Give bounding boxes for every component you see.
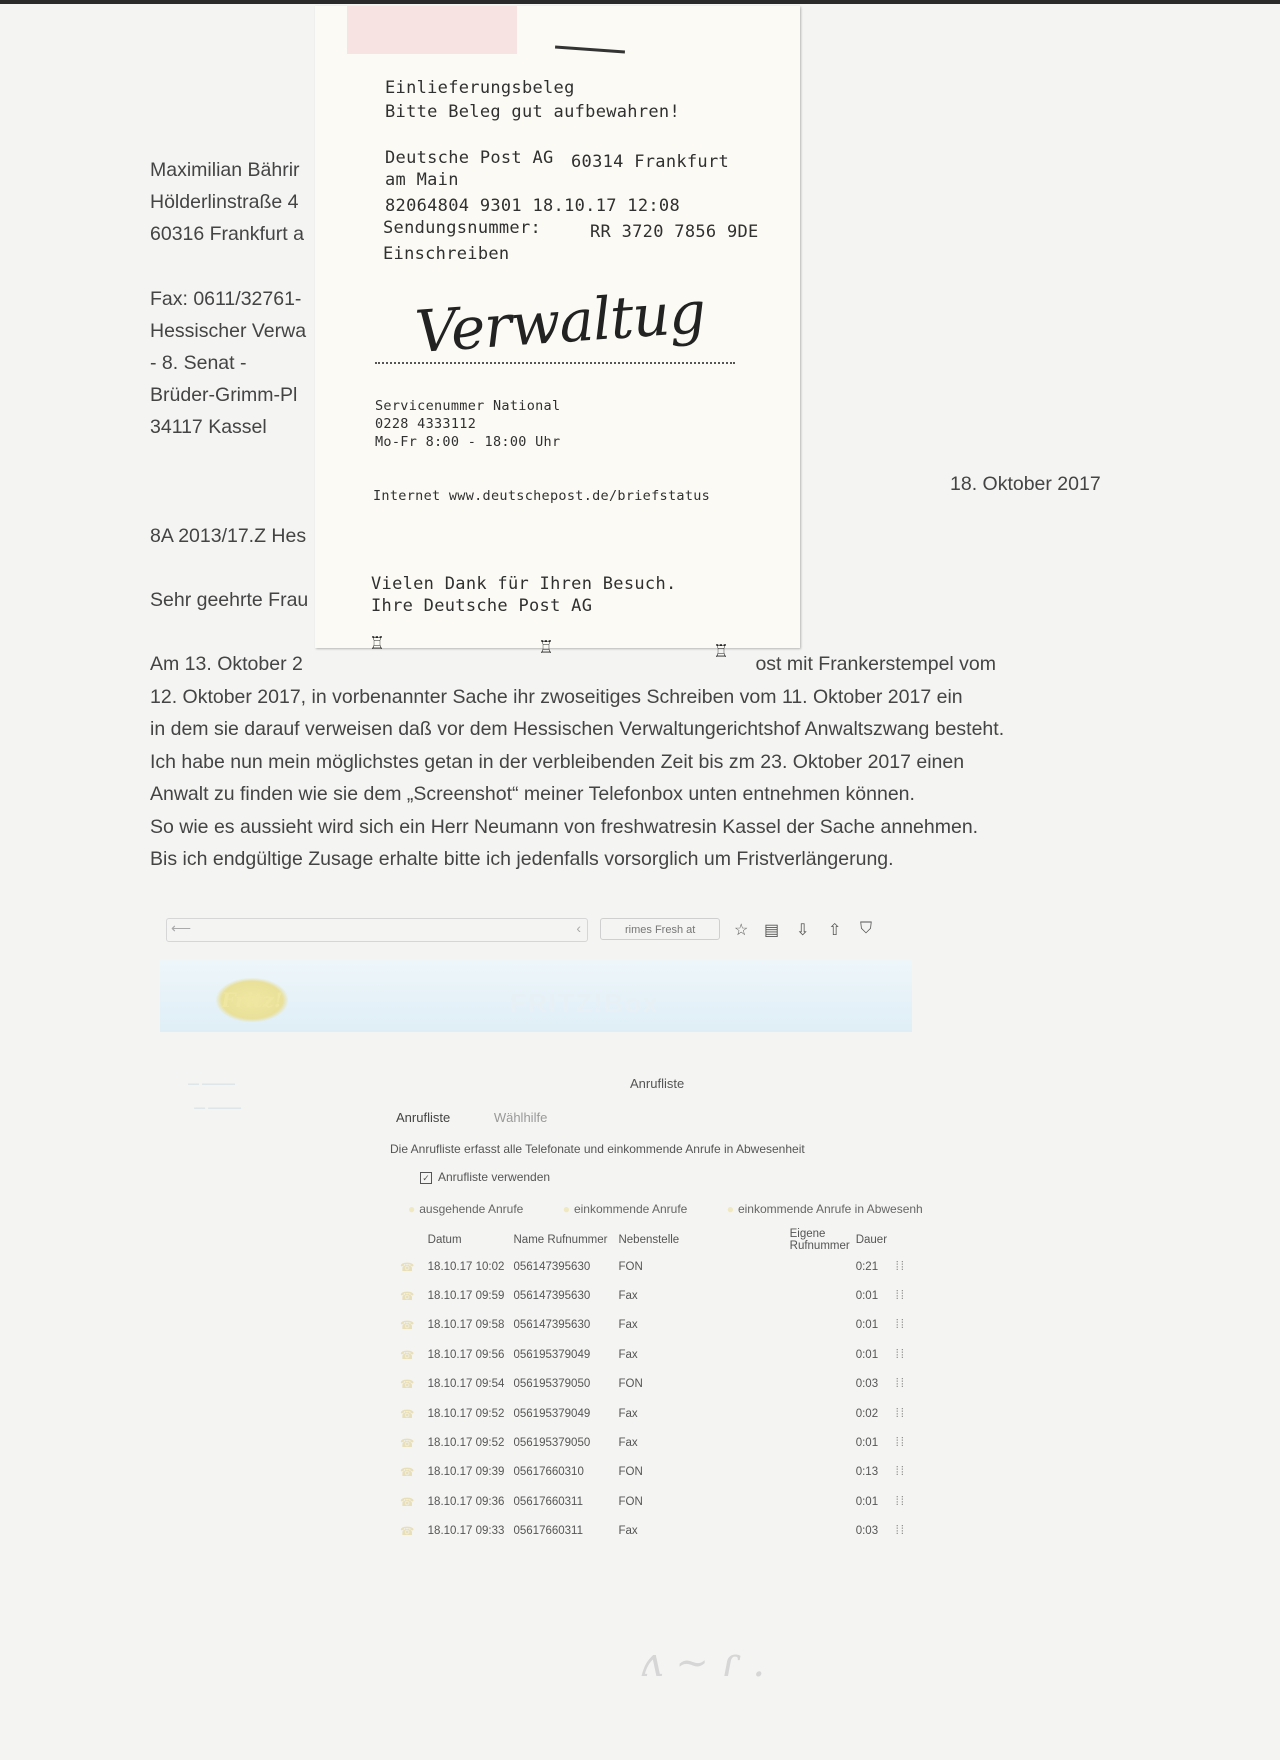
receipt-tracking-label: Sendungsnummer: bbox=[383, 218, 542, 238]
recipient-senate: - 8. Senat - bbox=[150, 352, 247, 374]
call-type-icon: ☎ bbox=[400, 1408, 415, 1421]
call-extension: Fax bbox=[618, 1437, 638, 1450]
call-number: 056195379050 bbox=[513, 1378, 591, 1391]
table-row[interactable] bbox=[400, 1252, 912, 1281]
call-action-icon[interactable]: ⁞⁞ bbox=[895, 1466, 906, 1479]
receipt-internet: Internet www.deutschepost.de/briefstatus bbox=[373, 488, 711, 504]
body-line-1-left: Am 13. Oktober 2 bbox=[150, 653, 303, 675]
table-header bbox=[400, 1228, 912, 1252]
call-duration: 0:13 bbox=[855, 1466, 879, 1479]
call-extension: FON bbox=[618, 1466, 643, 1479]
search-input[interactable]: rimes Fresh at bbox=[600, 918, 720, 940]
call-date: 18.10.17 09:54 bbox=[427, 1378, 505, 1391]
table-row[interactable] bbox=[400, 1517, 912, 1546]
call-date: 18.10.17 09:56 bbox=[427, 1348, 505, 1361]
call-number: 056147395630 bbox=[513, 1319, 591, 1332]
posthorn-icon: ♖ bbox=[715, 638, 728, 662]
receipt-tracking-number: RR 3720 7856 9DE bbox=[590, 222, 759, 242]
receipt-transaction: 82064804 9301 18.10.17 12:08 bbox=[385, 196, 680, 216]
body-line-1-right: ost mit Frankerstempel vom bbox=[755, 653, 996, 675]
call-duration: 0:01 bbox=[855, 1495, 879, 1508]
app-title: FRITZ!Box bbox=[510, 988, 660, 1018]
side-nav-item[interactable]: — ——— bbox=[188, 1102, 242, 1114]
table-row[interactable] bbox=[400, 1487, 912, 1516]
clipboard-icon[interactable]: ▤ bbox=[764, 922, 780, 939]
call-extension: Fax bbox=[618, 1290, 638, 1303]
call-filters bbox=[408, 1202, 959, 1216]
call-duration: 0:21 bbox=[855, 1260, 879, 1273]
call-action-icon[interactable]: ⁞⁞ bbox=[895, 1407, 906, 1420]
call-own-number bbox=[790, 1458, 856, 1487]
filter-outgoing[interactable]: ● ausgehende Anrufe bbox=[408, 1202, 524, 1216]
call-action-icon[interactable]: ⁞⁞ bbox=[895, 1437, 906, 1450]
home-icon[interactable]: ⇧ bbox=[828, 922, 842, 939]
call-own-number bbox=[790, 1487, 856, 1516]
posthorn-icon: ♖ bbox=[371, 630, 384, 654]
filter-missed[interactable]: ● einkommende Anrufe in Abwesenh bbox=[726, 1202, 923, 1216]
receipt-thanks: Vielen Dank für Ihren Besuch. bbox=[371, 574, 677, 594]
hotline-label: Servicenummer National bbox=[375, 398, 561, 414]
shield-icon[interactable]: ⛉ bbox=[860, 920, 873, 937]
call-action-icon[interactable]: ⁞⁞ bbox=[895, 1525, 906, 1538]
case-reference: 8A 2013/17.Z Hes bbox=[150, 525, 307, 547]
call-action-icon[interactable]: ⁞⁞ bbox=[895, 1319, 906, 1332]
call-date: 18.10.17 09:59 bbox=[427, 1290, 505, 1303]
fritz-logo: Fritz! bbox=[216, 978, 288, 1022]
col-nebenstelle[interactable]: Nebenstelle bbox=[618, 1234, 680, 1246]
table-row[interactable] bbox=[400, 1311, 912, 1340]
sender-address bbox=[150, 154, 304, 250]
call-own-number bbox=[790, 1340, 856, 1369]
call-extension: FON bbox=[618, 1495, 643, 1508]
recipient-city: 34117 Kassel bbox=[150, 416, 267, 438]
col-name[interactable]: Name Rufnummer bbox=[513, 1234, 608, 1246]
fritzbox-screenshot bbox=[160, 900, 923, 1560]
receipt-city-cont: am Main bbox=[385, 170, 459, 190]
page-title: Anrufliste bbox=[630, 1076, 685, 1091]
call-duration: 0:03 bbox=[855, 1378, 879, 1391]
call-type-icon: ☎ bbox=[400, 1261, 415, 1274]
call-date: 18.10.17 09:36 bbox=[427, 1495, 505, 1508]
call-date: 18.10.17 09:52 bbox=[427, 1437, 505, 1450]
checkbox-label: Anrufliste verwenden bbox=[438, 1170, 551, 1184]
tab-bar bbox=[396, 1110, 587, 1125]
letter-date: 18. Oktober 2017 bbox=[950, 473, 1101, 495]
body-line: in dem sie darauf verweisen daß vor dem Hessischen Verwaltungerichtshof Anwaltszwang besteht. bbox=[150, 718, 1005, 740]
sender-street: Hölderlinstraße 4 bbox=[150, 191, 299, 213]
call-action-icon[interactable]: ⁞⁞ bbox=[895, 1495, 906, 1508]
call-date: 18.10.17 09:58 bbox=[427, 1319, 505, 1332]
side-nav bbox=[188, 1072, 241, 1120]
tab-waehlhilfe[interactable]: Wählhilfe bbox=[493, 1110, 548, 1125]
download-icon[interactable]: ⇩ bbox=[796, 922, 810, 939]
call-date: 18.10.17 09:52 bbox=[427, 1407, 505, 1420]
call-own-number bbox=[790, 1517, 856, 1546]
call-action-icon[interactable]: ⁞⁞ bbox=[895, 1378, 906, 1391]
handwritten-signature: Verwaltug bbox=[412, 277, 708, 367]
call-extension: Fax bbox=[618, 1407, 638, 1420]
call-own-number bbox=[790, 1252, 856, 1281]
filter-incoming[interactable]: ● einkommende Anrufe bbox=[562, 1202, 688, 1216]
body-line: Bis ich endgültige Zusage erhalte bitte ich jedenfalls vorsorglich um Fristverlängerung. bbox=[150, 848, 894, 870]
call-date: 18.10.17 09:39 bbox=[427, 1466, 505, 1479]
pencil-scribble: ʌ ~ ɾ . bbox=[640, 1640, 766, 1686]
tab-anrufliste[interactable]: Anrufliste bbox=[396, 1110, 451, 1125]
call-number: 056195379049 bbox=[513, 1348, 591, 1361]
back-arrow-icon[interactable]: ⟵ bbox=[171, 920, 192, 936]
call-duration: 0:01 bbox=[855, 1437, 879, 1450]
call-type-icon: ☎ bbox=[400, 1379, 415, 1392]
col-dauer[interactable]: Dauer bbox=[855, 1234, 888, 1246]
table-row[interactable] bbox=[400, 1370, 912, 1399]
sender-city: 60316 Frankfurt a bbox=[150, 223, 304, 245]
call-own-number bbox=[790, 1281, 856, 1310]
letter-body bbox=[150, 648, 1150, 876]
post-receipt bbox=[315, 6, 800, 662]
call-extension: Fax bbox=[618, 1525, 638, 1538]
receipt-plz-city: 60314 Frankfurt bbox=[571, 152, 730, 172]
call-extension: FON bbox=[618, 1260, 643, 1273]
table-row[interactable] bbox=[400, 1428, 912, 1457]
receipt-dash bbox=[555, 46, 625, 54]
signature-line bbox=[375, 362, 735, 364]
call-number: 056147395630 bbox=[513, 1260, 591, 1273]
call-own-number bbox=[790, 1311, 856, 1340]
call-type-icon: ☎ bbox=[400, 1496, 415, 1509]
sender-name: Maximilian Bährir bbox=[150, 159, 300, 181]
call-type-icon: ☎ bbox=[400, 1467, 415, 1480]
receipt-stamp-remnant bbox=[347, 6, 517, 54]
salutation: Sehr geehrte Frau bbox=[150, 589, 309, 611]
call-action-icon[interactable]: ⁞⁞ bbox=[895, 1348, 906, 1361]
body-line: So wie es aussieht wird sich ein Herr Neumann von freshwatresin Kassel der Sache annehmen. bbox=[150, 815, 979, 838]
call-action-icon[interactable]: ⁞⁞ bbox=[895, 1260, 906, 1273]
call-extension: FON bbox=[618, 1378, 643, 1391]
checkbox-checked-icon[interactable]: ✓ bbox=[420, 1172, 432, 1184]
fritzbox-header bbox=[160, 960, 912, 1032]
call-type-icon: ☎ bbox=[400, 1291, 415, 1304]
call-duration: 0:01 bbox=[855, 1348, 879, 1361]
call-number: 05617660311 bbox=[513, 1495, 583, 1508]
body-line-1 bbox=[150, 648, 996, 681]
call-duration: 0:02 bbox=[855, 1407, 879, 1420]
url-bar[interactable] bbox=[166, 918, 588, 942]
col-datum[interactable]: Datum bbox=[427, 1234, 462, 1246]
call-extension: Fax bbox=[618, 1348, 638, 1361]
call-number: 05617660310 bbox=[513, 1466, 584, 1479]
call-type-icon: ☎ bbox=[400, 1320, 415, 1333]
body-line: Anwalt zu finden wie sie dem „Screenshot“ meiner Telefonbox unten entnehmen können. bbox=[150, 783, 915, 805]
side-nav-item[interactable]: — ——— bbox=[188, 1078, 236, 1090]
receipt-company: Deutsche Post AG bbox=[385, 148, 554, 168]
call-number: 05617660311 bbox=[513, 1525, 583, 1538]
hotline-hours: Mo-Fr 8:00 - 18:00 Uhr bbox=[375, 434, 561, 450]
call-type-icon: ☎ bbox=[400, 1438, 415, 1451]
refresh-icon[interactable]: ‹ bbox=[576, 920, 581, 936]
table-row[interactable] bbox=[400, 1399, 912, 1428]
call-number: 056195379049 bbox=[513, 1407, 591, 1420]
receipt-subtitle: Bitte Beleg gut aufbewahren! bbox=[385, 102, 680, 122]
call-date: 18.10.17 10:02 bbox=[427, 1260, 505, 1273]
call-own-number bbox=[790, 1399, 856, 1428]
call-list-table bbox=[400, 1228, 912, 1546]
call-date: 18.10.17 09:33 bbox=[427, 1525, 505, 1538]
use-list-checkbox[interactable] bbox=[420, 1170, 550, 1184]
star-icon[interactable]: ☆ bbox=[734, 922, 749, 939]
table-row[interactable] bbox=[400, 1281, 912, 1310]
receipt-thanks-signoff: Ihre Deutsche Post AG bbox=[371, 596, 593, 616]
call-type-icon: ☎ bbox=[400, 1526, 415, 1539]
call-own-number bbox=[790, 1428, 856, 1457]
hotline-number: 0228 4333112 bbox=[375, 416, 477, 432]
recipient-court: Hessischer Verwa bbox=[150, 320, 307, 342]
call-type-icon: ☎ bbox=[400, 1349, 415, 1362]
table-row[interactable] bbox=[400, 1458, 912, 1487]
body-line: Ich habe nun mein möglichstes getan in der verbleibenden Zeit bis zm 23. Oktober 2017 einen bbox=[150, 750, 965, 773]
call-action-icon[interactable]: ⁞⁞ bbox=[895, 1290, 906, 1303]
recipient-address bbox=[150, 283, 306, 443]
call-duration: 0:01 bbox=[855, 1290, 879, 1303]
call-number: 056195379050 bbox=[513, 1437, 591, 1450]
table-row[interactable] bbox=[400, 1340, 912, 1369]
call-duration: 0:01 bbox=[855, 1319, 879, 1332]
browser-toolbar bbox=[160, 910, 912, 948]
receipt-title: Einlieferungsbeleg bbox=[385, 78, 575, 98]
call-own-number bbox=[790, 1370, 856, 1399]
call-duration: 0:03 bbox=[855, 1525, 879, 1538]
list-description: Die Anrufliste erfasst alle Telefonate und einkommende Anrufe in Abwesenheit bbox=[390, 1142, 805, 1156]
body-line: 12. Oktober 2017, in vorbenannter Sache ihr zwoseitiges Schreiben vom 11. Oktober 2017 ein bbox=[150, 685, 963, 708]
recipient-street: Brüder-Grimm-Pl bbox=[150, 384, 298, 406]
col-eigene-rufnummer[interactable]: Eigene Rufnummer bbox=[789, 1228, 850, 1252]
receipt-service: Einschreiben bbox=[383, 244, 510, 264]
recipient-fax: Fax: 0611/32761- bbox=[150, 288, 302, 310]
call-number: 056147395630 bbox=[513, 1290, 591, 1303]
posthorn-icon: ♖ bbox=[540, 634, 553, 658]
call-extension: Fax bbox=[618, 1319, 638, 1332]
scan-top-edge bbox=[0, 0, 1280, 4]
